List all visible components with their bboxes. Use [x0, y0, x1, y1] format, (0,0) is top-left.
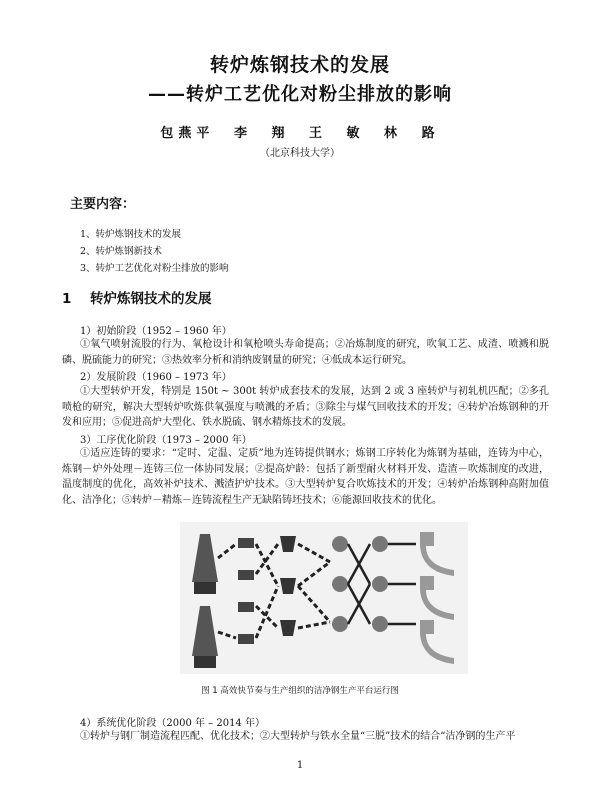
blast-furnace-icon	[192, 606, 218, 668]
process-flow-figure	[180, 522, 468, 674]
steelmaking-flow-diagram	[180, 522, 468, 674]
page-number: 1	[296, 760, 304, 771]
paper-subtitle: ——转炉工艺优化对粉尘排放的影响	[148, 84, 452, 105]
stage3-heading: 3）工序优化阶段（1973 – 2000 年）	[80, 435, 252, 446]
refining-unit-icons	[332, 536, 388, 632]
summary-heading: 主要内容：	[70, 197, 136, 212]
section-number: 1	[62, 291, 72, 307]
affiliation: （北京科技大学）	[260, 148, 340, 159]
summary-item: 1、转炉炼钢技术的发展	[80, 229, 182, 240]
stage4-paragraph: ①转炉与钢厂制造流程匹配、优化技术；②大型转炉与铁水全量“三脱”技术的结合“洁净钢的生产平	[80, 731, 516, 742]
converter-icons	[280, 536, 296, 636]
stage3-paragraph: ①适应连铸的要求：“定时、定温、定质”地为连铸提供钢水；炼钢工序转化为炼钢为基础，连铸为中心，炼钢－炉外处理－连铸三位一体协同发展；②提高炉龄：包括了新型耐火材料开发、造渣－吹炼制度的改进，温度制度的优化，高效补炉技术、溅渣护炉技术。③大型转炉复合吹炼技术的开发；④转炉冶炼钢种高附加值化、洁净化；⑤转炉－精炼－连铸流程生产无缺陷铸坯技术；⑥能源回收技术的优化。	[62, 448, 549, 506]
summary-item: 3、转炉工艺优化对粉尘排放的影响	[80, 263, 229, 274]
section-title: 转炉炼钢技术的发展	[90, 291, 212, 307]
stage2-heading: 2）发展阶段（1960 – 1973 年）	[80, 372, 232, 383]
stage1-paragraph: ①氧气喷射流股的行为、氧枪设计和氧枪喷头寿命提高；②冶炼制度的研究，吹氧工艺、成渣、喷溅和脱磷、脱硫能力的研究；③热效率分析和消纳废钢量的研究；④低成本运行研究。	[62, 339, 549, 366]
blast-furnace-icon	[192, 534, 218, 594]
stage1-heading: 1）初始阶段（1952 – 1960 年）	[80, 326, 232, 337]
paper-title: 转炉炼钢技术的发展	[209, 54, 390, 76]
hot-metal-ladle-icons	[238, 538, 254, 644]
flow-arrows	[218, 544, 330, 638]
figure-caption: 图 1 高效快节奏与生产组织的洁净钢生产平台运行图	[201, 686, 399, 696]
continuous-caster-icons	[420, 532, 454, 664]
summary-item: 2、转炉炼钢新技术	[80, 246, 163, 257]
section-heading	[62, 287, 212, 307]
stage2-paragraph: ①大型转炉开发，特别是 150t ~ 300t 转炉成套技术的发展，达到 2 或 3 座转炉与初轧机匹配；②多孔喷枪的研究，解决大型转炉吹炼供氧强度与喷溅的矛盾；③除尘与煤气回收技术的开发；④转炉冶炼钢种的开发和应用；⑤促进高炉大型化、铁水脱硫、钢水精炼技术的发展。	[62, 386, 549, 428]
author-list: 包燕平 李 翔 王 敏 林 路	[160, 126, 440, 141]
stage4-heading: 4）系统优化阶段（2000 年 – 2014 年）	[80, 718, 265, 729]
